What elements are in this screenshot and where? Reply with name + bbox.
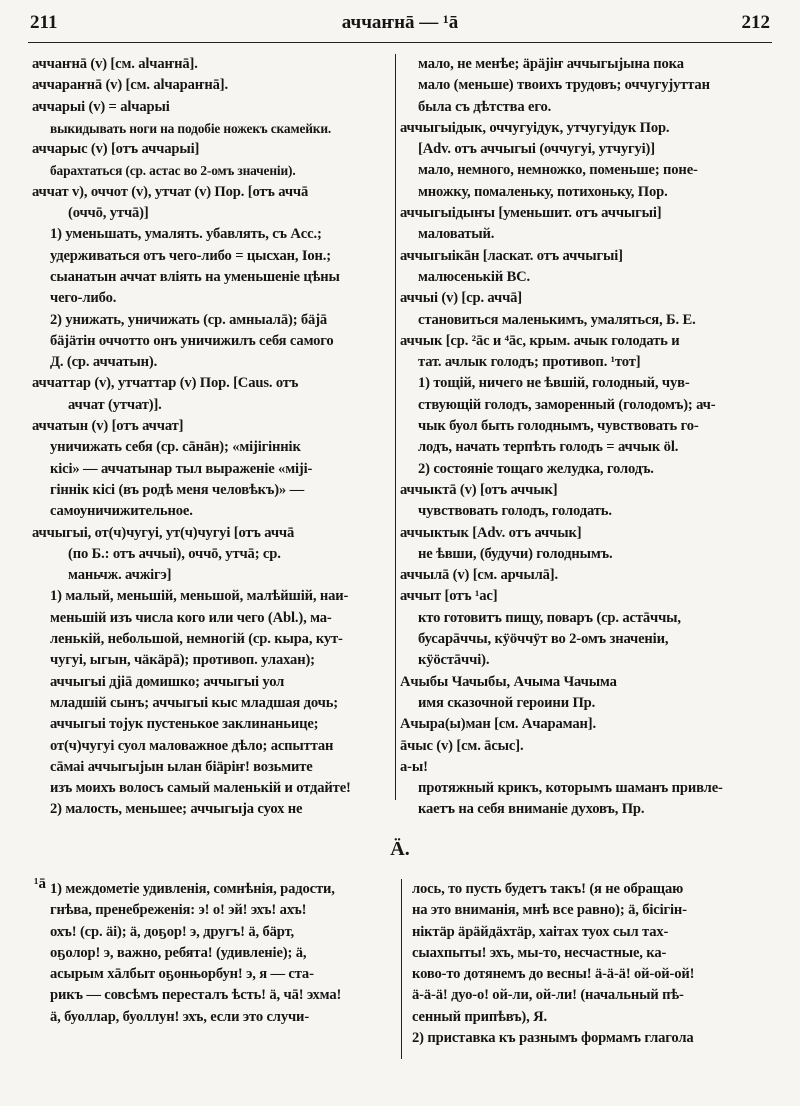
dictionary-line: аччаҥнā (v) [см. аlчаҥнā].	[32, 56, 198, 72]
dictionary-line: аччылā (v) [см. арчылā].	[400, 567, 559, 584]
section-column-right	[412, 879, 742, 1049]
dictionary-line: изъ моихъ волосъ самый маленькій и отдайте!	[50, 780, 351, 797]
section-heading: Ä.	[390, 838, 410, 860]
dictionary-line: ствующій голодъ, заморенный (голодомъ); ач-	[418, 396, 716, 413]
dictionary-line: аччатын (v) [отъ аччат]	[32, 418, 184, 435]
page-number-left: 211	[30, 12, 58, 33]
column-divider-top	[395, 54, 396, 800]
dictionary-line: аччыктā (v) [отъ аччык]	[400, 481, 558, 498]
dictionary-line: [Adv. отъ аччыгыі (оччугуі, утчугуі)]	[418, 141, 655, 158]
running-title: аччаҥнā — ¹ā	[341, 12, 459, 33]
dictionary-line: аччыгыі тојук пустенькое заклинаньице;	[50, 716, 319, 733]
section-column-left	[50, 879, 390, 1028]
header-rule	[28, 42, 772, 43]
dictionary-line: множку, помаленьку, потихоньку, Пор.	[418, 183, 668, 200]
dictionary-line: āчыс (v) [см. āсыс].	[400, 737, 524, 754]
dictionary-line: оҕолор! э, важно, ребята! (удивленіе); ä,	[50, 944, 307, 961]
dictionary-line: была съ дѣтства его.	[418, 98, 552, 115]
dictionary-line: ä, буоллар, буоллун! эхъ, если это случи-	[50, 1008, 310, 1025]
dictionary-line: чувствовать голодъ, голодать.	[418, 503, 612, 520]
dictionary-line: аччыі (v) [ср. аччā]	[400, 290, 523, 307]
dictionary-line: сāмаі аччыгыјын ылан біäріҥ! возьмите	[50, 758, 313, 775]
dictionary-line: Ачыра(ы)ман [см. Ачараман].	[400, 716, 596, 733]
page-number-right: 212	[741, 12, 770, 33]
dictionary-line: чугуі, ыгын, чäкäрā); противоп. улахан);	[50, 652, 315, 669]
dictionary-line: от(ч)чугуі суол маловажное дѣло; аспыттан	[50, 737, 334, 754]
dictionary-line: аччыгыі, от(ч)чугуі, ут(ч)чугуі [отъ аччā	[32, 524, 295, 541]
column-divider-bottom	[401, 879, 402, 1059]
dictionary-line: аччыт [отъ ¹ас]	[400, 588, 498, 605]
dictionary-line: аччыктык [Adv. отъ аччык]	[400, 524, 582, 541]
dictionary-line: 2) унижать, уничижать (ср. амныалā); бäjā	[50, 311, 328, 328]
dictionary-line: аччат (утчат)].	[68, 396, 162, 413]
dictionary-line: охъ! (ср. äі); ä, доҕор! э, другъ! ä, бäрт,	[50, 923, 295, 940]
dictionary-line: сыахпыты! эхъ, мы-то, несчастные, ка-	[412, 944, 667, 961]
dictionary-column-left	[32, 54, 388, 821]
dictionary-line: кто готовитъ пищу, поваръ (ср. астāччы,	[418, 609, 681, 626]
dictionary-line: мало (меньше) твоихъ трудовъ; оччугујуттан	[418, 77, 710, 94]
dictionary-line: меньшій изъ числа кого или чего (Abl.), ма-	[50, 609, 332, 626]
page-header	[30, 12, 770, 38]
dictionary-line: бäjäтін оччотто онъ уничижилъ себя самого	[50, 332, 334, 349]
dictionary-line: ä-ä-ä! дуо-о! ой-ли, ой-ли! (начальный пѣ-	[412, 987, 684, 1004]
dictionary-line: аччарыс (v) [отъ аччарыі]	[32, 141, 200, 158]
dictionary-line: (по Б.: отъ аччыі), оччō, утчā; ср.	[68, 545, 281, 562]
dictionary-line: бусарāччы, кÿöччÿт во 2-омъ значеніи,	[418, 631, 669, 648]
dictionary-line: ніктäр äрäйдäхтäр, хаітах туох сыл тах-	[412, 923, 669, 940]
dictionary-line: (оччō, утчā)]	[68, 205, 149, 222]
dictionary-line: 2) малость, меньшее; аччыгыја суох не	[50, 801, 303, 818]
entry-headword-mark: ¹ā	[34, 876, 46, 892]
dictionary-line: не ѣвши, (будучи) голоднымъ.	[418, 545, 613, 562]
dictionary-line: сыанатын аччат вліять на уменьшеніе цѣны	[50, 268, 340, 285]
dictionary-line: малюсенькій ВС.	[418, 268, 531, 285]
dictionary-line: 1) малый, меньшій, меньшой, малѣйшій, наи-	[50, 588, 349, 605]
dictionary-line: гнѣва, пренебреженія: э! о! эй! эхъ! ахъ!	[50, 902, 307, 919]
dictionary-line: гіннік кісі (въ родѣ меня человѣкъ)» —	[50, 481, 305, 498]
dictionary-line: лось, то пусть будетъ такъ! (я не обращаю	[412, 881, 684, 897]
dictionary-line: аччат v), оччот (v), утчат (v) Пор. [отъ аччā	[32, 183, 309, 200]
dictionary-line: ково-то дотянемъ до весны! ä-ä-ä! ой-ой-ой!	[412, 966, 695, 983]
dictionary-line: чык буол быть голоднымъ, чувствовать го-	[418, 418, 699, 435]
dictionary-line: 1) уменьшать, умалять. убавлять, съ Acc.;	[50, 226, 322, 243]
dictionary-line: кÿöстāччі).	[418, 652, 490, 669]
dictionary-line: на это вниманія, мнѣ все равно); ä, бісігін-	[412, 902, 687, 919]
dictionary-line: кісі» — аччатынар тыл выраженіе «міjі-	[50, 460, 313, 477]
dictionary-line: аччыгыі дjiā домишко; аччыгыі уол	[50, 673, 285, 690]
dictionary-line: 2) состояніе тощаго желудка, голодъ.	[418, 460, 654, 477]
dictionary-line: каетъ на себя вниманіе духовъ, Пр.	[418, 801, 645, 818]
dictionary-line: 2) приставка къ разнымъ формамъ глагола	[412, 1030, 694, 1047]
dictionary-line: выкидывать ноги на подобіе ножекъ скамейки.	[50, 120, 332, 136]
dictionary-line: 1) междометіе удивленія, сомнѣнія, радости,	[50, 881, 335, 897]
dictionary-line: аччыгыікāн [ласкат. отъ аччыгыі]	[400, 247, 623, 264]
dictionary-line: тат. ачлык голодъ; противоп. ¹тот]	[418, 354, 641, 371]
dictionary-line: асырым хāлбыт оҕонњорбун! э, я — ста-	[50, 966, 314, 983]
dictionary-line: аччаттар (v), утчаттар (v) Пор. [Caus. отъ	[32, 375, 299, 392]
dictionary-line: ленькій, небольшой, немногій (ср. кыра, кут-	[50, 631, 343, 648]
dictionary-line: удерживаться отъ чего-либо = цысхан, Іон.;	[50, 247, 332, 264]
dictionary-line: мало, немного, немножко, поменьше; поне-	[418, 162, 698, 179]
dictionary-line: аччараҥнā (v) [см. аlчараҥнā].	[32, 77, 228, 94]
dictionary-line: мало, не менѣе; äрäjiҥ аччыгыјына пока	[418, 56, 684, 72]
dictionary-line: маньчж. ачжігэ]	[68, 567, 172, 584]
dictionary-column-right	[400, 54, 734, 821]
dictionary-line: аччык [ср. ²āс и ⁴āс, крым. ачык голодать и	[400, 332, 680, 349]
dictionary-line: лодъ, начать терпѣть голодъ = аччык öl.	[418, 439, 679, 456]
dictionary-line: аччыгыідыҥы [уменьшит. отъ аччыгыі]	[400, 205, 662, 222]
dictionary-line: рикъ — совсѣмъ пересталъ ѣсть! ä, чā! эхма!	[50, 987, 342, 1004]
dictionary-line: аччарыі (v) = аlчарыі	[32, 98, 170, 115]
dictionary-line: протяжный крикъ, которымъ шаманъ привле-	[418, 780, 723, 797]
dictionary-line: 1) тощій, ничего не ѣвшій, голодный, чув-	[418, 375, 690, 392]
dictionary-line: маловатый.	[418, 226, 495, 243]
dictionary-line: становиться маленькимъ, умаляться, Б. Е.	[418, 311, 696, 328]
dictionary-line: сенный припѣвъ), Я.	[412, 1008, 548, 1025]
dictionary-line: Ачыбы Чачыбы, Ачыма Чачыма	[400, 673, 617, 690]
dictionary-line: уничижать себя (ср. сāнāн); «міjігіннік	[50, 439, 301, 456]
dictionary-line: барахтаться (ср. астас во 2-омъ значеніи).	[50, 163, 296, 179]
dictionary-line: самоуничижительное.	[50, 503, 193, 520]
dictionary-line: чего-либо.	[50, 290, 117, 307]
dictionary-line: младшій сынъ; аччыгыі кыс младшая дочь;	[50, 694, 338, 711]
dictionary-line: аччыгыідык, оччугуідук, утчугуідук Пор.	[400, 119, 670, 136]
dictionary-line: Д. (ср. аччатын).	[50, 354, 158, 371]
dictionary-line: а-ы!	[400, 758, 428, 775]
dictionary-line: имя сказочной героини Пр.	[418, 694, 596, 711]
